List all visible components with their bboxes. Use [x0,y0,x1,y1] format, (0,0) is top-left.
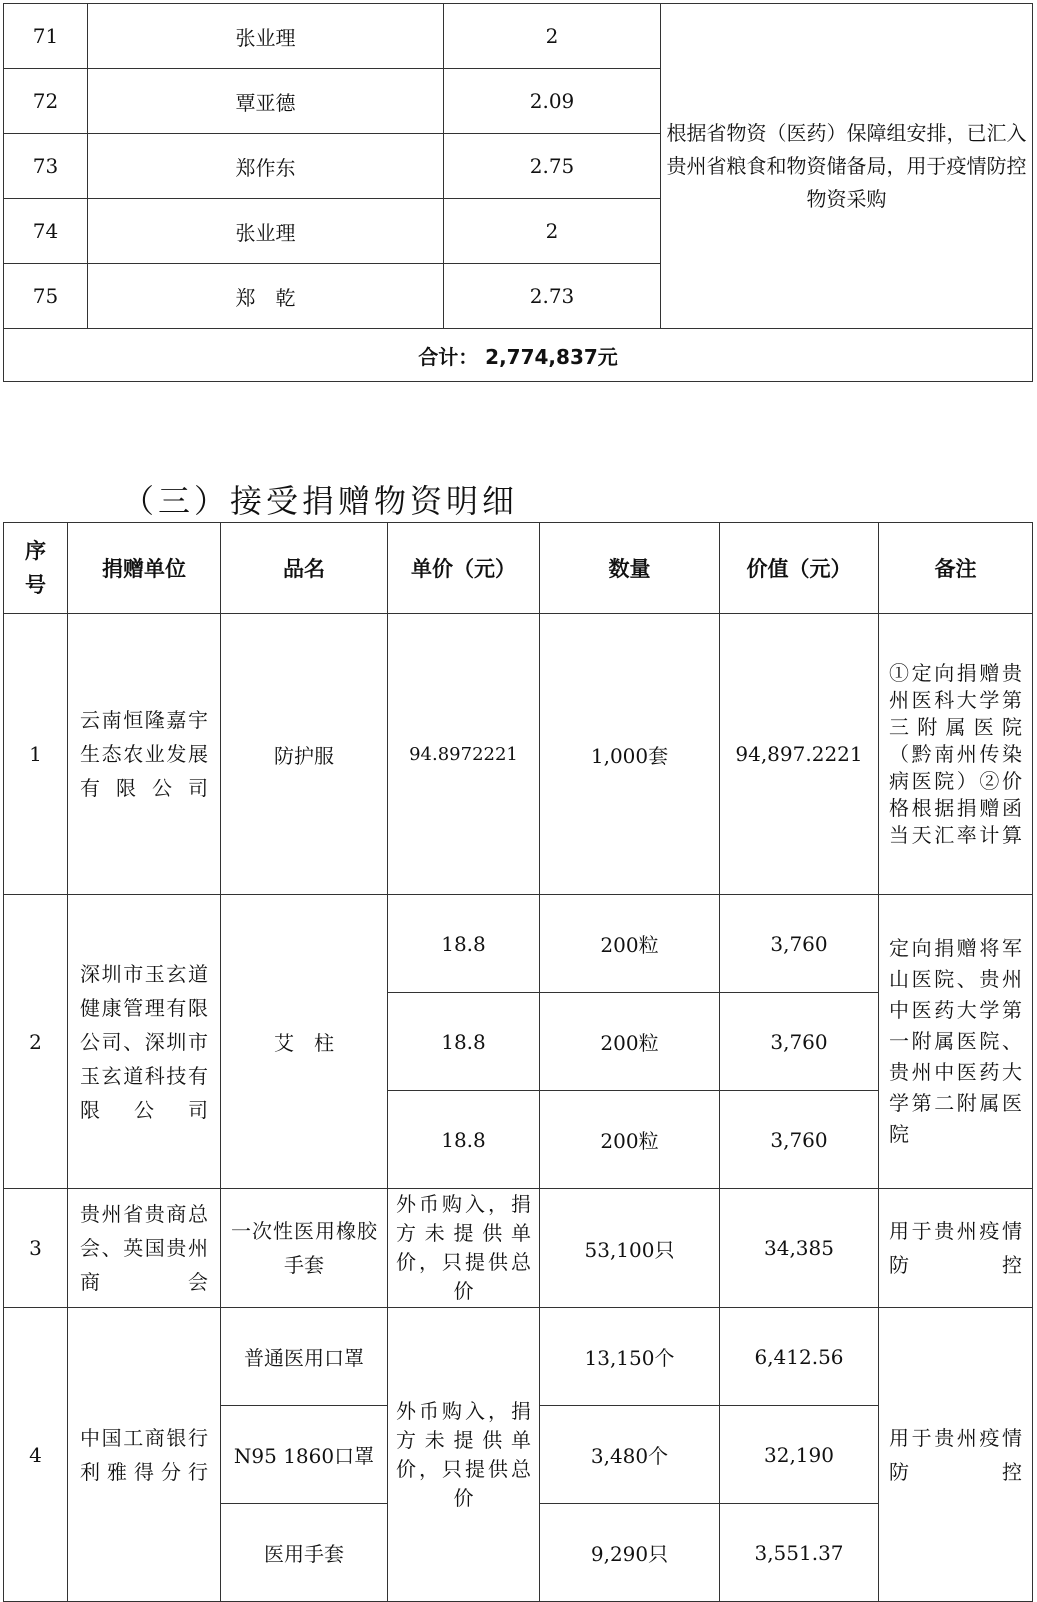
payee-name: 张业理 [88,4,444,69]
value-cell: 6,412.56 [720,1308,879,1406]
note-cell: 定向捐赠将军山医院、贵州中医药大学第一附属医院、贵州中医药大学第二附属医院 [879,895,1033,1189]
payee-name: 郑 乾 [88,264,444,329]
payment-table [3,3,1033,382]
amount-cell: 2.73 [444,264,661,329]
header-note: 备注 [879,523,1033,614]
quantity-cell: 200粒 [540,895,720,993]
quantity-cell: 1,000套 [540,614,720,895]
note-cell: 用于贵州疫情防控 [879,1189,1033,1308]
table-row [4,614,1033,895]
quantity-cell: 200粒 [540,1091,720,1189]
value-cell: 3,760 [720,895,879,993]
payee-name: 张业理 [88,199,444,264]
header-no: 序号 [4,523,68,614]
row-number: 72 [4,69,88,134]
unit-price-cell: 外币购入，捐方未提供单价，只提供总价 [388,1308,540,1602]
quantity-cell: 53,100只 [540,1189,720,1308]
row-number: 4 [4,1308,68,1602]
row-number: 1 [4,614,68,895]
unit-price-cell: 18.8 [388,993,540,1091]
product-cell: 医用手套 [221,1504,388,1602]
note-cell: 用于贵州疫情防控 [879,1308,1033,1602]
donation-table [3,522,1033,1602]
unit-price-cell: 18.8 [388,1091,540,1189]
payee-name: 郑作东 [88,134,444,199]
donor-cell: 贵州省贵商总会、英国贵州商会 [68,1189,221,1308]
row-number: 71 [4,4,88,69]
header-row [4,523,1033,614]
header-quantity: 数量 [540,523,720,614]
amount-cell: 2.75 [444,134,661,199]
product-cell: N95 1860口罩 [221,1406,388,1504]
header-product: 品名 [221,523,388,614]
row-number: 3 [4,1189,68,1308]
product-cell: 一次性医用橡胶手套 [221,1189,388,1308]
product-cell: 普通医用口罩 [221,1308,388,1406]
section-title: （三）接受捐赠物资明细 [122,482,519,520]
row-number: 75 [4,264,88,329]
amount-cell: 2.09 [444,69,661,134]
quantity-cell: 13,150个 [540,1308,720,1406]
value-cell: 32,190 [720,1406,879,1504]
product-cell: 艾 柱 [221,895,388,1189]
table-row [4,1189,1033,1308]
table-row [4,1308,1033,1406]
unit-price-cell: 94.8972221 [388,614,540,895]
value-cell: 3,551.37 [720,1504,879,1602]
header-value: 价值（元） [720,523,879,614]
total-cell: 合计： 2,774,837元 [4,329,1033,382]
product-cell: 防护服 [221,614,388,895]
amount-cell: 2 [444,199,661,264]
value-cell: 34,385 [720,1189,879,1308]
donor-cell: 云南恒隆嘉宇生态农业发展有限公司 [68,614,221,895]
row-number: 73 [4,134,88,199]
quantity-cell: 9,290只 [540,1504,720,1602]
value-cell: 94,897.2221 [720,614,879,895]
note-cell: ①定向捐赠贵州医科大学第三附属医院（黔南州传染病医院）②价格根据捐赠函当天汇率计算 [879,614,1033,895]
unit-price-cell: 18.8 [388,895,540,993]
quantity-cell: 200粒 [540,993,720,1091]
row-number: 2 [4,895,68,1189]
total-row [4,329,1033,382]
value-cell: 3,760 [720,1091,879,1189]
table-row [4,895,1033,993]
remark-cell: 根据省物资（医药）保障组安排，已汇入贵州省粮食和物资储备局，用于疫情防控物资采购 [661,4,1033,329]
value-cell: 3,760 [720,993,879,1091]
unit-price-cell: 外币购入，捐方未提供单价，只提供总价 [388,1189,540,1308]
amount-cell: 2 [444,4,661,69]
quantity-cell: 3,480个 [540,1406,720,1504]
payee-name: 覃亚德 [88,69,444,134]
donor-cell: 深圳市玉玄道健康管理有限公司、深圳市玉玄道科技有限公司 [68,895,221,1189]
header-donor: 捐赠单位 [68,523,221,614]
header-unit-price: 单价（元） [388,523,540,614]
donor-cell: 中国工商银行利雅得分行 [68,1308,221,1602]
table-row [4,4,1033,69]
row-number: 74 [4,199,88,264]
